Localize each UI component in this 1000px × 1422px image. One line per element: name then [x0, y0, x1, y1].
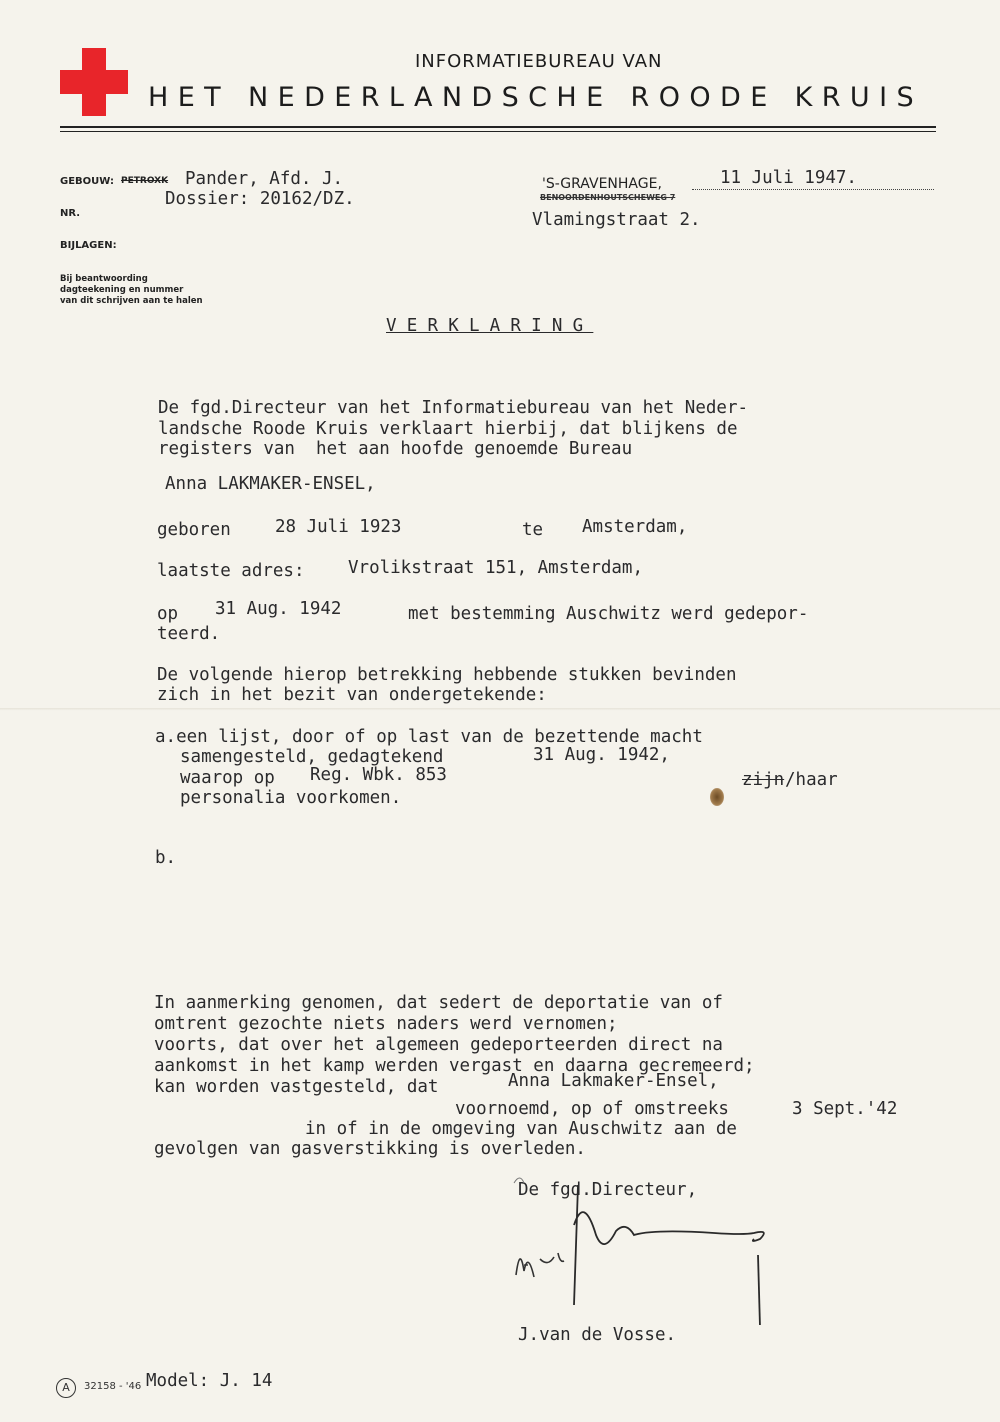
item-a-reg: Reg. Wbk. 853 [310, 765, 447, 785]
header-rule-thick [60, 126, 936, 128]
intro-line-3: registers van het aan hoofde genoemde Bureau [158, 439, 633, 459]
signature-name: J.van de Vosse. [518, 1325, 677, 1345]
born-place: Amsterdam, [582, 517, 688, 537]
item-a-struck: zijn [742, 770, 785, 790]
conclusion-name: Anna Lakmaker-Ensel, [508, 1071, 719, 1091]
gebouw-value: Pander, Afd. J. [185, 169, 344, 189]
letterhead-line1: INFORMATIEBUREAU VAN [415, 51, 663, 72]
conclusion-date: 3 Sept.'42 [792, 1099, 898, 1119]
intro-line-1: De fgd.Directeur van het Informatiebureau van het Neder- [158, 398, 749, 418]
signature-role: De fgd.Directeur, [518, 1180, 698, 1200]
item-a-haar: /haar [785, 770, 838, 790]
born-date: 28 Juli 1923 [275, 517, 402, 537]
city-label: 'S-GRAVENHAGE, [542, 176, 662, 192]
conclusion-line-5: kan worden vastgesteld, dat [154, 1077, 439, 1097]
item-a-line-3: waarop op [180, 768, 275, 788]
docs-intro-1: De volgende hierop betrekking hebbende stukken bevinden [157, 665, 737, 685]
item-b: b. [155, 848, 177, 868]
deport-text: met bestemming Auschwitz werd gedepor- [408, 604, 809, 624]
red-cross-logo [60, 48, 128, 116]
paper-fold [0, 708, 1000, 711]
nr-label: NR. [60, 208, 81, 219]
intro-line-2: landsche Roode Kruis verklaart hierbij, dat blijkens de [158, 419, 738, 439]
conclusion-line-8: gevolgen van gasverstikking is overleden. [154, 1139, 586, 1159]
person-name: Anna LAKMAKER-ENSEL, [165, 474, 376, 494]
old-address-struck: BENOORDENHOUTSCHEWEG 7 [540, 193, 676, 202]
op-label: op [157, 604, 179, 624]
conclusion-line-1: In aanmerking genomen, dat sedert de deportatie van of [154, 993, 723, 1013]
docs-intro-2: zich in het bezit van ondergetekende: [157, 685, 547, 705]
last-address: Vrolikstraat 151, Amsterdam, [348, 558, 644, 578]
bijlagen-label: BIJLAGEN: [60, 240, 117, 251]
date-dotted-line [692, 189, 934, 190]
conclusion-line-4: aankomst in het kamp werden vergast en daarna gecremeerd; [154, 1056, 755, 1076]
conclusion-line-6: voornoemd, op of omstreeks [455, 1099, 729, 1119]
reply-note: Bij beantwoording dagteekening en nummer van dit schrijven aan te halen [60, 274, 203, 306]
letter-date: 11 Juli 1947. [720, 168, 857, 188]
dossier-number: Dossier: 20162/DZ. [165, 189, 355, 209]
letterhead-line2: HET NEDERLANDSCHE ROODE KRUIS [148, 82, 923, 113]
document-title: VERKLARING [386, 316, 594, 336]
gebouw-label: GEBOUW: [60, 176, 115, 187]
printer-logo-icon: A [56, 1378, 76, 1398]
address-label: laatste adres: [157, 561, 305, 581]
gebouw-struck: PETROXK [121, 176, 169, 186]
item-a-line-1: a.een lijst, door of op last van de bezettende macht [155, 727, 703, 747]
conclusion-line-2: omtrent gezochte niets naders werd vernomen; [154, 1014, 618, 1034]
conclusion-line-7: in of in de omgeving van Auschwitz aan de [305, 1119, 737, 1139]
deport-date: 31 Aug. 1942 [215, 599, 342, 619]
conclusion-line-3: voorts, dat over het algemeen gedeporteerden direct na [154, 1035, 723, 1055]
item-a-line-2: samengesteld, gedagtekend [180, 747, 444, 767]
item-a-date: 31 Aug. 1942, [533, 745, 670, 765]
te-label: te [522, 520, 544, 540]
handwritten-signature [500, 1165, 780, 1325]
header-rule-thin [60, 131, 936, 132]
born-label: geboren [157, 520, 231, 540]
item-a-line-4: personalia voorkomen. [180, 788, 402, 808]
ink-stain [710, 788, 724, 806]
model-number: Model: J. 14 [146, 1371, 273, 1391]
deport-text-2: teerd. [157, 624, 221, 644]
print-code: 32158 - '46 [84, 1381, 142, 1392]
current-address: Vlamingstraat 2. [532, 210, 701, 230]
